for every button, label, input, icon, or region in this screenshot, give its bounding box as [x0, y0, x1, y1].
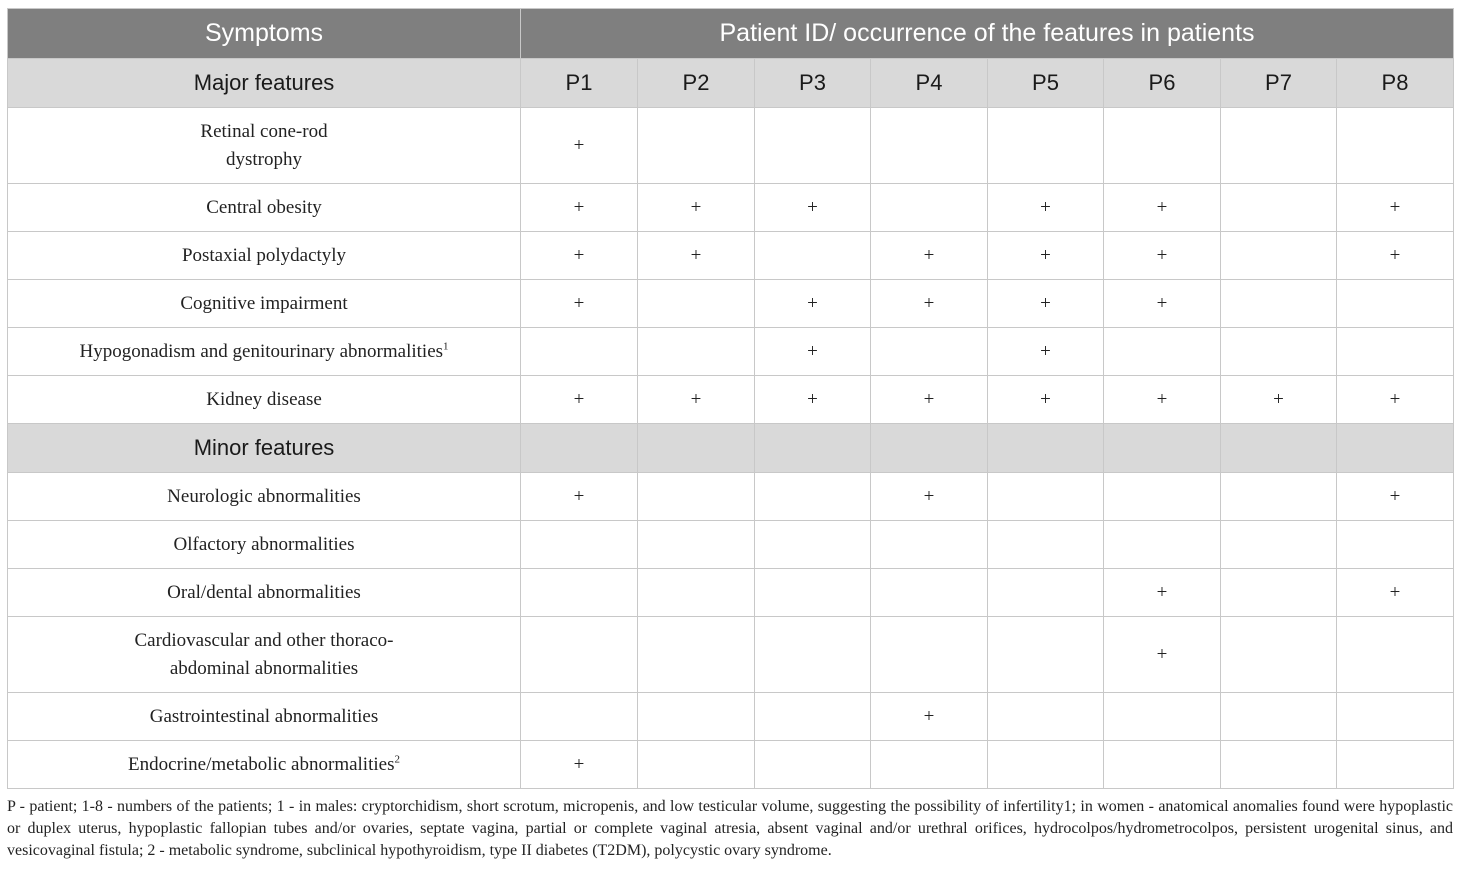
table-row — [8, 108, 1454, 184]
occurrence-cell — [988, 693, 1104, 741]
occurrence-cell: + — [755, 328, 871, 376]
occurrence-cell — [988, 521, 1104, 569]
occurrence-cell — [1221, 569, 1337, 617]
occurrence-cell: + — [1104, 280, 1221, 328]
occurrence-cell — [1104, 473, 1221, 521]
occurrence-cell — [638, 280, 755, 328]
footnote-marker: 2 — [394, 753, 400, 766]
occurrence-cell: + — [1337, 376, 1454, 424]
symptom-label: Endocrine/metabolic abnormalities — [128, 753, 395, 775]
occurrence-cell — [1221, 232, 1337, 280]
empty-cell — [638, 424, 755, 473]
occurrence-cell: + — [1337, 473, 1454, 521]
occurrence-cell: + — [521, 473, 638, 521]
occurrence-cell — [1221, 521, 1337, 569]
occurrence-cell: + — [988, 184, 1104, 232]
empty-cell — [1221, 424, 1337, 473]
symptom-label-line2: abdominal abnormalities — [169, 657, 359, 679]
occurrence-cell — [638, 473, 755, 521]
empty-cell — [871, 424, 988, 473]
occurrence-cell — [1104, 328, 1221, 376]
occurrence-cell: + — [1221, 376, 1337, 424]
occurrence-cell — [638, 617, 755, 693]
symptom-cell — [8, 328, 521, 376]
patient-id-header: P3 — [755, 59, 871, 108]
occurrence-cell — [521, 521, 638, 569]
patient-id-header: P1 — [521, 59, 638, 108]
major-features-label: Major features — [8, 59, 521, 108]
patient-id-header: P4 — [871, 59, 988, 108]
occurrence-cell: + — [871, 693, 988, 741]
occurrence-cell — [1104, 521, 1221, 569]
patient-id-header: P5 — [988, 59, 1104, 108]
symptoms-header: Symptoms — [8, 9, 521, 59]
occurrence-cell: + — [1104, 376, 1221, 424]
occurrence-cell: + — [1104, 569, 1221, 617]
minor-features-section — [8, 424, 1454, 473]
empty-cell — [755, 424, 871, 473]
occurrence-cell: + — [521, 741, 638, 789]
occurrence-cell — [871, 617, 988, 693]
occurrence-cell — [988, 569, 1104, 617]
occurrence-cell — [871, 328, 988, 376]
occurrence-cell — [871, 108, 988, 184]
occurrence-cell — [755, 741, 871, 789]
occurrence-cell: + — [638, 184, 755, 232]
occurrence-cell — [638, 741, 755, 789]
symptom-label: Postaxial polydactyly — [181, 244, 347, 266]
major-features-body — [8, 108, 1454, 424]
features-table-container — [7, 8, 1453, 789]
occurrence-cell — [1221, 473, 1337, 521]
occurrence-cell: + — [638, 376, 755, 424]
symptom-cell — [8, 569, 521, 617]
major-features-row — [8, 59, 1454, 108]
occurrence-cell — [521, 693, 638, 741]
symptom-cell — [8, 280, 521, 328]
occurrence-cell — [871, 184, 988, 232]
occurrence-cell — [521, 569, 638, 617]
empty-cell — [1337, 424, 1454, 473]
occurrence-cell — [1221, 617, 1337, 693]
occurrence-cell — [1337, 328, 1454, 376]
occurrence-cell — [1337, 693, 1454, 741]
occurrence-cell — [1221, 108, 1337, 184]
symptom-label: Olfactory abnormalities — [173, 533, 355, 555]
occurrence-cell — [871, 569, 988, 617]
occurrence-cell: + — [755, 280, 871, 328]
minor-features-label: Minor features — [8, 424, 521, 473]
patients-header: Patient ID/ occurrence of the features in patients — [521, 9, 1454, 59]
occurrence-cell: + — [988, 232, 1104, 280]
occurrence-cell: + — [1337, 232, 1454, 280]
symptom-cell — [8, 693, 521, 741]
table-row — [8, 376, 1454, 424]
table-row — [8, 617, 1454, 693]
occurrence-cell: + — [988, 376, 1104, 424]
occurrence-cell — [638, 693, 755, 741]
occurrence-cell: + — [871, 376, 988, 424]
symptom-cell — [8, 232, 521, 280]
occurrence-cell — [1337, 280, 1454, 328]
patient-id-header: P8 — [1337, 59, 1454, 108]
symptom-label: Oral/dental abnormalities — [167, 581, 361, 603]
occurrence-cell — [1221, 693, 1337, 741]
occurrence-cell — [1104, 693, 1221, 741]
occurrence-cell: + — [988, 328, 1104, 376]
occurrence-cell — [1221, 328, 1337, 376]
symptom-label: Gastrointestinal abnormalities — [149, 705, 379, 727]
symptom-cell — [8, 184, 521, 232]
symptom-label: Cognitive impairment — [180, 292, 348, 314]
occurrence-cell — [1337, 741, 1454, 789]
symptom-cell — [8, 617, 521, 693]
occurrence-cell — [871, 741, 988, 789]
patient-id-header: P7 — [1221, 59, 1337, 108]
symptom-cell — [8, 741, 521, 789]
footnote-marker: 1 — [443, 340, 449, 353]
occurrence-cell: + — [871, 473, 988, 521]
table-row — [8, 184, 1454, 232]
occurrence-cell — [1221, 741, 1337, 789]
table-row — [8, 328, 1454, 376]
occurrence-cell — [638, 521, 755, 569]
symptom-cell — [8, 473, 521, 521]
occurrence-cell: + — [1104, 232, 1221, 280]
occurrence-cell — [988, 473, 1104, 521]
occurrence-cell: + — [871, 280, 988, 328]
empty-cell — [1104, 424, 1221, 473]
table-footnote: P - patient; 1-8 - numbers of the patients; 1 - in males: cryptorchidism, short scrotum, micropenis, and low testicular volume, suggesting the possibility of infertility1; in women - anatomical anomalies found were hypoplastic or duplex uterus, hypoplastic fallopian tubes and/or ovaries, septate vagina, partial or complete vaginal atresia, absent vaginal and/or urethral orifices, hydrocolpos/hydrometrocolpos, persistent urogenital sinus, and vesicovaginal fistula; 2 - metabolic syndrome, subclinical hypothyroidism, type II diabetes (T2DM), polycystic ovary syndrome. — [7, 798, 1453, 859]
occurrence-cell: + — [988, 280, 1104, 328]
occurrence-cell: + — [638, 232, 755, 280]
occurrence-cell: + — [1104, 617, 1221, 693]
table-row — [8, 280, 1454, 328]
symptom-label: Central obesity — [206, 196, 322, 218]
occurrence-cell — [988, 617, 1104, 693]
occurrence-cell: + — [521, 280, 638, 328]
occurrence-cell — [638, 569, 755, 617]
occurrence-cell — [1221, 184, 1337, 232]
occurrence-cell — [638, 328, 755, 376]
occurrence-cell — [521, 617, 638, 693]
occurrence-cell: + — [521, 184, 638, 232]
occurrence-cell: + — [521, 108, 638, 184]
patient-features-table — [7, 8, 1454, 789]
occurrence-cell — [755, 473, 871, 521]
table-row — [8, 521, 1454, 569]
table-row — [8, 232, 1454, 280]
occurrence-cell: + — [755, 184, 871, 232]
table-header-row — [8, 9, 1454, 59]
symptom-label: Retinal cone-rod — [200, 120, 328, 142]
symptom-label: Hypogonadism and genitourinary abnormalities — [79, 340, 444, 362]
occurrence-cell — [1337, 521, 1454, 569]
table-row — [8, 473, 1454, 521]
occurrence-cell: + — [1337, 184, 1454, 232]
minor-features-body — [8, 473, 1454, 789]
occurrence-cell — [1337, 108, 1454, 184]
occurrence-cell: + — [521, 376, 638, 424]
occurrence-cell — [871, 521, 988, 569]
symptom-label: Cardiovascular and other thoraco- — [134, 629, 394, 651]
table-row — [8, 693, 1454, 741]
symptom-label-line2: dystrophy — [226, 148, 302, 170]
occurrence-cell — [755, 232, 871, 280]
occurrence-cell — [1221, 280, 1337, 328]
symptom-label: Kidney disease — [206, 388, 322, 410]
occurrence-cell: + — [1104, 184, 1221, 232]
patient-id-header: P6 — [1104, 59, 1221, 108]
table-row — [8, 569, 1454, 617]
occurrence-cell — [988, 741, 1104, 789]
occurrence-cell — [755, 521, 871, 569]
occurrence-cell: + — [755, 376, 871, 424]
occurrence-cell — [638, 108, 755, 184]
occurrence-cell — [1104, 108, 1221, 184]
symptom-label: Neurologic abnormalities — [167, 485, 361, 507]
empty-cell — [521, 424, 638, 473]
occurrence-cell — [1104, 741, 1221, 789]
occurrence-cell — [521, 328, 638, 376]
occurrence-cell — [988, 108, 1104, 184]
occurrence-cell: + — [871, 232, 988, 280]
symptom-cell — [8, 376, 521, 424]
occurrence-cell — [755, 569, 871, 617]
table-row — [8, 741, 1454, 789]
occurrence-cell — [755, 108, 871, 184]
minor-features-row — [8, 424, 1454, 473]
patient-id-header: P2 — [638, 59, 755, 108]
empty-cell — [988, 424, 1104, 473]
occurrence-cell: + — [1337, 569, 1454, 617]
symptom-cell — [8, 521, 521, 569]
symptom-cell — [8, 108, 521, 184]
occurrence-cell — [1337, 617, 1454, 693]
occurrence-cell — [755, 693, 871, 741]
occurrence-cell — [755, 617, 871, 693]
occurrence-cell: + — [521, 232, 638, 280]
